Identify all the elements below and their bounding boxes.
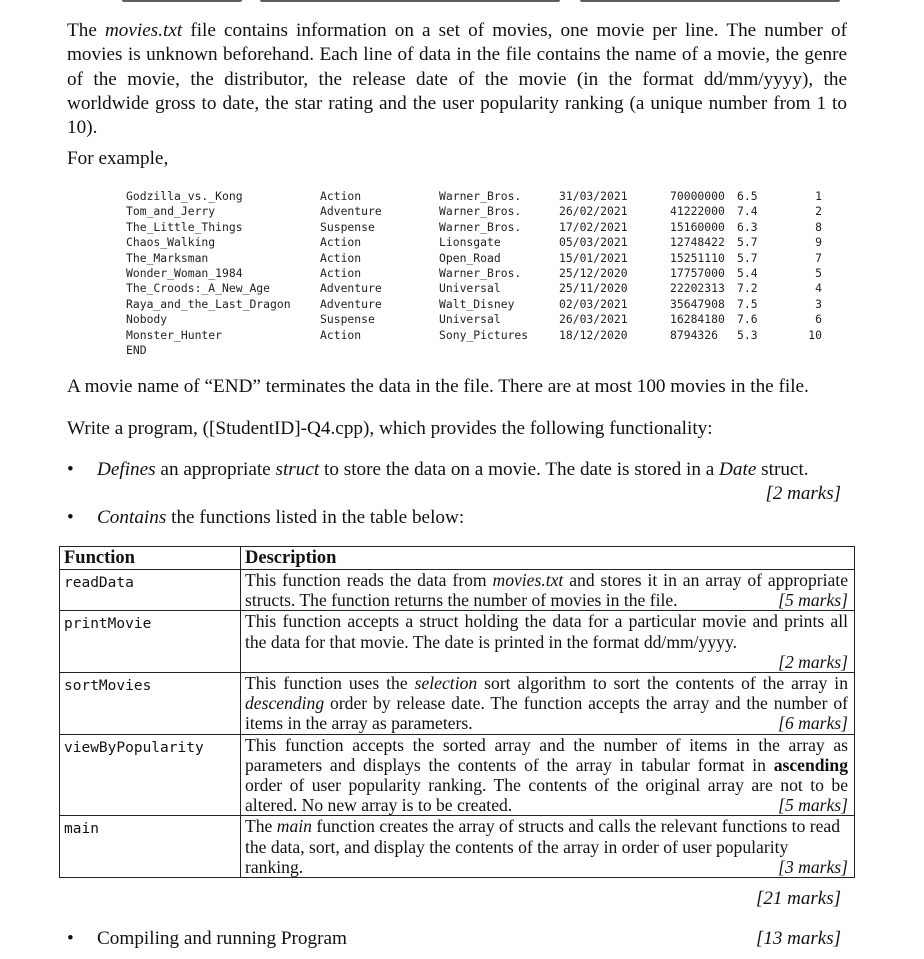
sample-genre: Adventure <box>320 281 382 296</box>
bullet-icon: • <box>67 928 74 949</box>
sample-distributor: Universal <box>439 281 501 296</box>
sample-rating: 5.4 <box>737 265 758 280</box>
table-header-row <box>60 547 855 570</box>
table-total-marks: [21 marks] <box>756 888 841 909</box>
defines-marks: [2 marks] <box>765 483 841 504</box>
sample-gross: 8794326 <box>670 327 719 342</box>
sample-rank: 1 <box>815 189 822 203</box>
cropped-previous-line <box>0 0 924 4</box>
sample-name: The_Marksman <box>126 250 209 265</box>
row-marks: [6 marks] <box>778 713 848 734</box>
row-marks: [5 marks] <box>778 590 848 611</box>
header-description: Description <box>241 547 855 570</box>
row-marks: [3 marks] <box>778 856 848 877</box>
sample-date: 02/03/2021 <box>559 296 628 311</box>
sample-genre: Action <box>320 327 362 342</box>
sample-genre: Adventure <box>320 296 382 311</box>
sample-rating: 6.5 <box>737 189 758 203</box>
function-description: This function uses the selection sort algorithm to sort the contents of the array in descending order by release date. The function accepts the array and the number of items in the array as parameters. [6 marks] <box>241 673 855 735</box>
sample-distributor: Warner_Bros. <box>439 204 522 219</box>
sample-genre: Action <box>320 250 362 265</box>
function-name: viewByPopularity <box>60 734 241 816</box>
table-row <box>60 570 855 611</box>
sample-name: Nobody <box>126 312 168 327</box>
sample-date: 15/01/2021 <box>559 250 628 265</box>
intro-paragraph: The movies.txt file contains information on a set of movies, one movie per line. The number of movies is unknown beforehand. Each line of data in the file contains the name of a movie, the genre of the movie, the distributor, the release date of the movie (in the format dd/mm/yyyy), the worldwide gross to date, the star rating and the user popularity ranking (a unique number from 1 to 10). <box>67 20 847 139</box>
sample-rank: 10 <box>808 327 822 342</box>
sample-rank: 6 <box>815 312 822 327</box>
function-name: readData <box>60 570 241 611</box>
sample-gross: 16284180 <box>670 312 725 327</box>
header-function: Function <box>60 547 241 570</box>
sample-rating: 5.7 <box>737 250 758 265</box>
function-description: This function accepts the sorted array and the number of items in the array as parameters and displays the contents of the array in tabular format in ascending order of user popularity ranking. The contents of the original array are not to be altered. No new array is to be created. [5 marks] <box>241 734 855 816</box>
sample-name: Raya_and_the_Last_Dragon <box>126 296 291 311</box>
sample-name: The_Little_Things <box>126 219 243 234</box>
sample-distributor: Open_Road <box>439 250 501 265</box>
row-marks: [2 marks] <box>778 651 848 672</box>
function-description: This function reads the data from movies.txt and stores it in an array of appropriate structs. The function returns the number of movies in the file. [5 marks] <box>241 570 855 611</box>
table-row <box>60 816 855 878</box>
compiling-marks: [13 marks] <box>756 928 841 949</box>
sample-distributor: Warner_Bros. <box>439 265 522 280</box>
write-program-instruction: Write a program, ([StudentID]-Q4.cpp), which provides the following functionality: <box>67 418 713 439</box>
functions-table <box>59 546 855 878</box>
sample-rating: 5.3 <box>737 327 758 342</box>
sample-distributor: Sony_Pictures <box>439 327 529 342</box>
sample-name: Chaos_Walking <box>126 235 216 250</box>
sample-name: Godzilla_vs._Kong <box>126 189 243 203</box>
sample-gross: 70000000 <box>670 189 725 203</box>
sample-rank: 9 <box>815 235 822 250</box>
sample-genre: Suspense <box>320 312 375 327</box>
terminator-text: END <box>126 342 147 357</box>
function-name: main <box>60 816 241 878</box>
sample-date: 26/03/2021 <box>559 312 628 327</box>
sample-date: 25/11/2020 <box>559 281 628 296</box>
function-description: The main function creates the array of structs and calls the relevant functions to read the data, sort, and display the contents of the array in order of user popularity ranking. [3 marks] <box>241 816 855 878</box>
sample-date: 25/12/2020 <box>559 265 628 280</box>
table-row <box>60 734 855 816</box>
sample-genre: Action <box>320 265 362 280</box>
sample-rating: 5.7 <box>737 235 758 250</box>
sample-genre: Action <box>320 235 362 250</box>
sample-rank: 8 <box>815 219 822 234</box>
sample-distributor: Warner_Bros. <box>439 189 522 203</box>
sample-date: 31/03/2021 <box>559 189 628 203</box>
sample-gross: 35647908 <box>670 296 725 311</box>
sample-date: 17/02/2021 <box>559 219 628 234</box>
function-name: printMovie <box>60 611 241 673</box>
sample-rating: 7.5 <box>737 296 758 311</box>
sample-rank: 3 <box>815 296 822 311</box>
table-row <box>60 611 855 673</box>
sample-gross: 17757000 <box>670 265 725 280</box>
sample-gross: 15160000 <box>670 219 725 234</box>
sample-name: Tom_and_Jerry <box>126 204 216 219</box>
sample-distributor: Universal <box>439 312 501 327</box>
sample-name: Monster_Hunter <box>126 327 223 342</box>
example-label: For example, <box>67 148 169 169</box>
sample-rating: 7.6 <box>737 312 758 327</box>
sample-rating: 6.3 <box>737 219 758 234</box>
sample-genre: Adventure <box>320 204 382 219</box>
sample-distributor: Walt_Disney <box>439 296 515 311</box>
sample-rank: 4 <box>815 281 822 296</box>
function-description: This function accepts a struct holding the data for a particular movie and prints all the data for that movie. The date is printed in the format dd/mm/yyyy. [2 marks] <box>241 611 855 673</box>
sample-genre: Suspense <box>320 219 375 234</box>
sample-rating: 7.4 <box>737 204 758 219</box>
table-row <box>60 673 855 735</box>
sample-gross: 22202313 <box>670 281 725 296</box>
sample-gross: 15251110 <box>670 250 725 265</box>
bullet-icon: • <box>67 459 74 480</box>
sample-name: Wonder_Woman_1984 <box>126 265 243 280</box>
sample-gross: 12748422 <box>670 235 725 250</box>
function-name: sortMovies <box>60 673 241 735</box>
sample-gross: 41222000 <box>670 204 725 219</box>
sample-rank: 5 <box>815 265 822 280</box>
bullet-icon: • <box>67 507 74 528</box>
sample-distributor: Warner_Bros. <box>439 219 522 234</box>
sample-date: 05/03/2021 <box>559 235 628 250</box>
sample-date: 26/02/2021 <box>559 204 628 219</box>
sample-distributor: Lionsgate <box>439 235 501 250</box>
sample-rank: 2 <box>815 204 822 219</box>
sample-rating: 7.2 <box>737 281 758 296</box>
sample-date: 18/12/2020 <box>559 327 628 342</box>
sample-genre: Action <box>320 189 362 203</box>
sample-rank: 7 <box>815 250 822 265</box>
row-marks: [5 marks] <box>778 795 848 816</box>
end-note: A movie name of “END” terminates the data in the file. There are at most 100 movies in the file. <box>67 376 809 397</box>
sample-name: The_Croods:_A_New_Age <box>126 281 271 296</box>
filename: movies.txt <box>104 20 183 41</box>
